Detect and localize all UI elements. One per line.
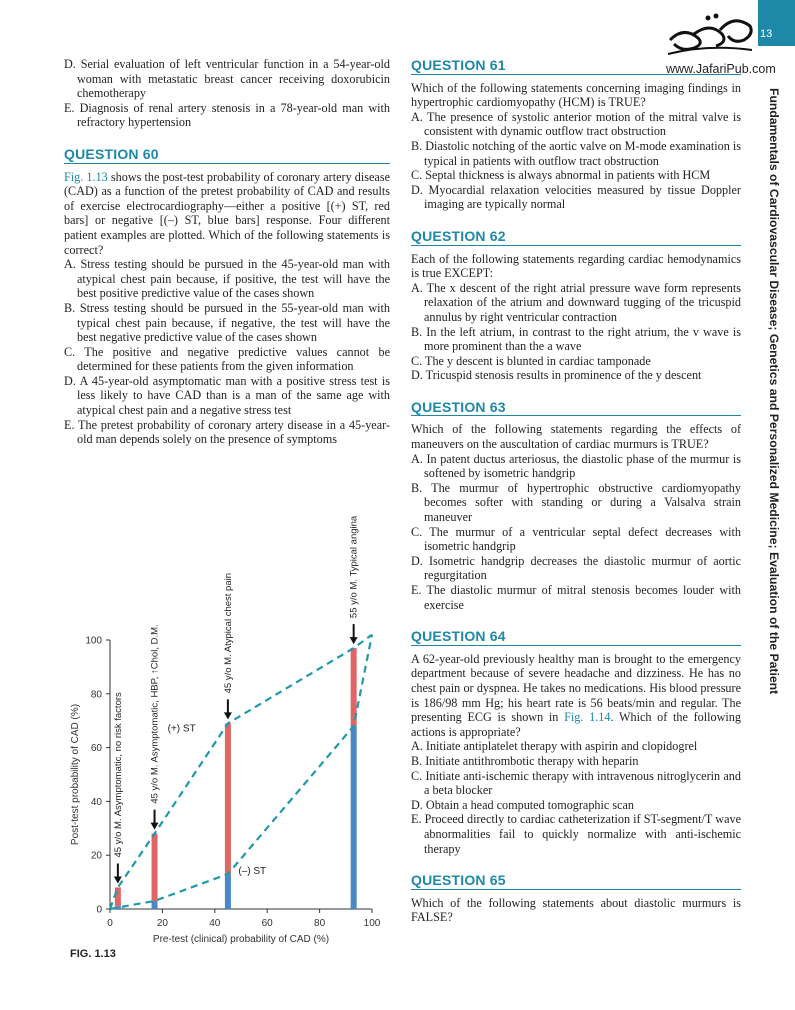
q64-option-c: C. Initiate anti-ischemic therapy with intravenous nitroglycerin and a beta blocker [411, 768, 741, 798]
question-63-stem: Which of the following statements regarding the effects of maneuvers on the auscultation of cardiac murmurs is TRUE? [411, 422, 741, 452]
question-61-title: QUESTION 61 [411, 58, 741, 75]
case-label-2: 45 y/o M. Atypical chest pain [222, 572, 234, 694]
q64-option-b: B. Initiate antithrombotic therapy with heparin [411, 753, 639, 768]
q60-option-c: C. The positive and negative predictive values cannot be determined for these patients from the given information [64, 344, 390, 374]
figure-label: FIG. 1.13 [70, 948, 116, 960]
right-column [411, 58, 741, 925]
prev-option-d: D. Serial evaluation of left ventricular function in a 54-year-old woman with metastatic breast cancer receiving doxorubicin chemotherapy [64, 57, 390, 101]
case-label-0: 45 y/o M. Asymptomatic, no risk factors [112, 692, 124, 858]
question-61-stem: Which of the following statements concerning imaging findings in hypertrophic cardiomyopathy (HCM) is TRUE? [411, 80, 741, 110]
q63-option-d: D. Isometric handgrip decreases the diastolic murmur of aortic regurgitation [411, 553, 741, 583]
y-tick-label: 80 [90, 689, 102, 701]
y-tick-label: 20 [90, 850, 102, 862]
left-column [64, 57, 390, 447]
page-number: 13 [760, 28, 773, 40]
x-axis-label: Pre-test (clinical) probability of CAD (%) [152, 934, 330, 945]
x-tick-label: 40 [209, 918, 221, 929]
q63-option-c: C. The murmur of a ventricular septal defect decreases with isometric handgrip [411, 524, 741, 554]
question-64-title: QUESTION 64 [411, 629, 741, 646]
y-tick-label: 60 [90, 743, 102, 755]
page-number-tab [758, 0, 795, 46]
q63-option-a: A. In patent ductus arteriosus, the diastolic phase of the murmur is softened by isometric handgrip [411, 451, 741, 481]
figure-1-13-chart [58, 510, 398, 950]
question-62-title: QUESTION 62 [411, 229, 741, 246]
bar-negative-2 [225, 874, 231, 909]
sidebar [758, 0, 795, 1010]
q64-option-a: A. Initiate antiplatelet therapy with aspirin and clopidogrel [411, 739, 698, 754]
q64-option-e: E. Proceed directly to cardiac catheterization if ST-segment/T wave abnormalities fail to quickly normalize with anti-ischemic therapy [411, 812, 741, 856]
q62-option-b: B. In the left atrium, in contrast to the right atrium, the v wave is more prominent than the a wave [411, 324, 741, 354]
question-65-title: QUESTION 65 [411, 873, 741, 890]
q60-option-e: E. The pretest probability of coronary artery disease in a 45-year-old man depends solely on the presence of symptoms [64, 417, 390, 447]
case-arrowhead-1 [151, 823, 159, 830]
q63-option-e: E. The diastolic murmur of mitral stenosis becomes louder with exercise [411, 583, 741, 612]
q60-option-b: B. Stress testing should be pursued in the 55-year-old man with typical chest pain because, if negative, the test will have the best negative predictive value of the cases shown [64, 300, 390, 345]
y-tick-label: 40 [90, 796, 102, 808]
bar-negative-3 [351, 726, 357, 909]
case-label-1: 45 y/o M. Asymptomatic, HBP, ↑Chol, D.M. [149, 624, 161, 804]
y-axis-label: Post-test probability of CAD (%) [70, 703, 81, 846]
case-label-3: 55 y/o M. Typical angina [348, 515, 360, 619]
q61-option-b: B. Diastolic notching of the aortic valve on M-mode examination is typical in patients with outflow tract obstruction [411, 138, 742, 168]
curve-label-positive: (+) ST [167, 723, 196, 735]
curve-label-negative: (–) ST [238, 866, 267, 878]
q60-option-d: D. A 45-year-old asymptomatic man with a positive stress test is less likely to have CAD than is a man of the same age with atypical chest pain and a negative stress test [64, 373, 390, 418]
x-tick-label: 80 [314, 918, 326, 929]
q62-option-c: C. The y descent is blunted in cardiac tamponade [411, 353, 651, 368]
bar-positive-2 [225, 723, 231, 874]
x-tick-label: 0 [107, 918, 113, 929]
q62-option-d: D. Tricuspid stenosis results in prominence of the y descent [411, 368, 702, 383]
question-63-title: QUESTION 63 [411, 400, 741, 417]
question-62-stem: Each of the following statements regarding cardiac hemodynamics is true EXCEPT: [411, 251, 741, 281]
q62-option-a: A. The x descent of the right atrial pressure wave form represents relaxation of the atrium and downward tugging of the tricuspid annulus by right ventricular contraction [411, 280, 741, 324]
q60-option-a: A. Stress testing should be pursued in the 45-year-old man with atypical chest pain because, if positive, the test will have the best positive predictive value of the cases shown [64, 257, 390, 301]
question-60-stem: Fig. 1.13 shows the post-test probability of coronary artery disease (CAD) as a function of the pretest probability of CAD and results of exercise electrocardiography—either a positive [(+) ST, red bars] or negative [(–) ST, blue bars] response. Four different patient examples are plotted. Which of the following statements is correct? [64, 169, 390, 257]
bar-positive-1 [152, 834, 158, 901]
q63-option-b: B. The murmur of hypertrophic obstructive cardiomyopathy becomes softer with standing or during a Valsalva strain maneuver [411, 480, 741, 525]
q64-option-d: D. Obtain a head computed tomographic scan [411, 797, 635, 812]
y-tick-label: 100 [85, 635, 102, 647]
fig-ref-1-13[interactable]: Fig. 1.13 [64, 169, 108, 184]
q61-option-c: C. Septal thickness is always abnormal in patients with HCM [411, 168, 711, 183]
x-tick-label: 20 [156, 918, 168, 929]
running-title: Fundamentals of Cardiovascular Disease; Genetics and Personalized Medicine; Evaluation of the Patient [767, 88, 781, 695]
bar-positive-0 [115, 887, 121, 906]
case-arrowhead-3 [350, 637, 358, 644]
prev-option-e: E. Diagnosis of renal artery stenosis in a 78-year-old man with refractory hypertension [64, 100, 390, 130]
fig-ref-1-14[interactable]: Fig. 1.14 [564, 710, 611, 725]
question-65-stem: Which of the following statements about diastolic murmurs is FALSE? [411, 895, 741, 925]
q61-option-a: A. The presence of systolic anterior motion of the mitral valve is consistent with dynamic outflow tract obstruction [411, 109, 741, 139]
q61-option-d: D. Myocardial relaxation velocities measured by tissue Doppler imaging are typically normal [411, 182, 741, 212]
x-tick-label: 60 [261, 918, 273, 929]
x-tick-label: 100 [363, 918, 381, 929]
question-64-stem: A 62-year-old previously healthy man is brought to the emergency department because of severe headache and dizziness. He has no chest pain or dyspnea. He takes no medications. His blood pressure is 186/98 mm Hg; his heart rate is 56 beats/min and regular. The presenting ECG is shown in Fig. 1.14. Which of the following actions is appropriate? [411, 651, 741, 739]
question-60-title: QUESTION 60 [64, 147, 390, 164]
y-tick-label: 0 [96, 904, 102, 916]
case-arrowhead-2 [224, 712, 232, 719]
logo-url: www.JafariPub.com [666, 62, 776, 76]
